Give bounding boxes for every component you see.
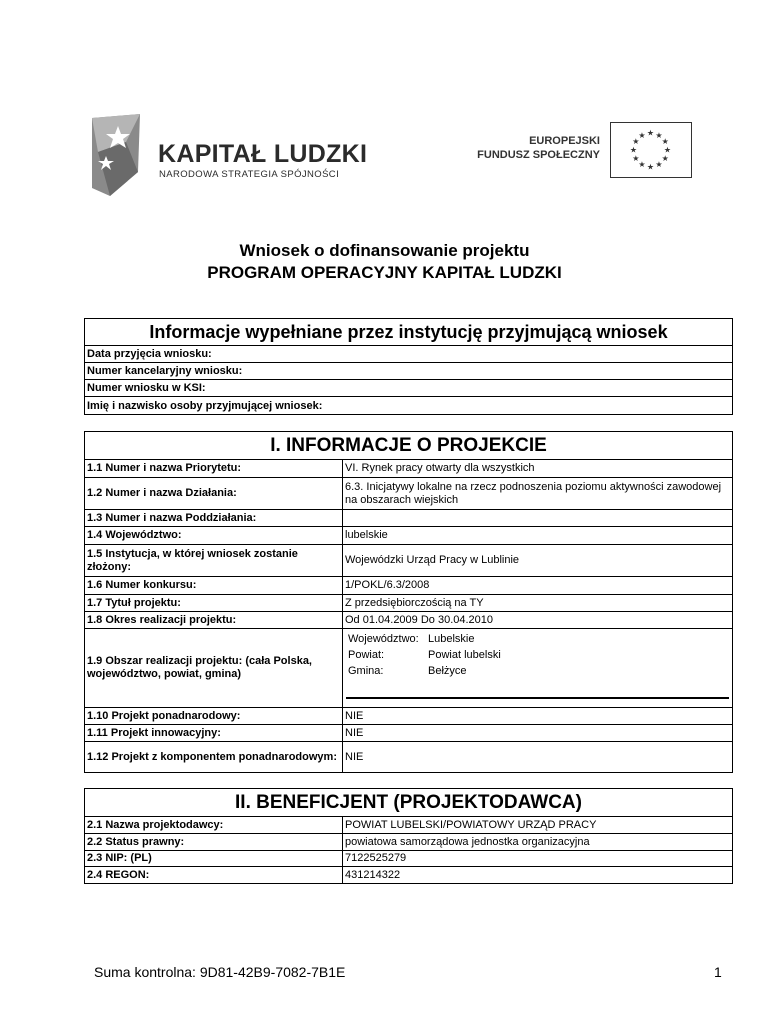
table-row [85, 510, 732, 527]
efs-text [477, 134, 600, 162]
table-row [85, 834, 732, 851]
institution-value: Wojewódzki Urząd Pracy w Lublinie [345, 554, 520, 566]
applicant-name-label: 2.1 Nazwa projektodawcy: [85, 817, 343, 833]
regon-value: 431214322 [345, 868, 401, 881]
ksi-number-label: Numer wniosku w KSI: [87, 382, 206, 394]
table-row [85, 527, 732, 545]
eu-star-icon: ★ [661, 154, 669, 163]
measure-label: 1.2 Numer i nazwa Działania: [85, 478, 343, 509]
eu-star-icon: ★ [638, 160, 646, 170]
eu-star-icon: ★ [629, 145, 638, 155]
table-row [85, 629, 732, 708]
priority-label: 1.1 Numer i nazwa Priorytetu: [85, 460, 343, 477]
regon-label: 2.4 REGON: [85, 867, 343, 883]
table-row [85, 478, 732, 510]
legal-status-label: 2.2 Status prawny: [85, 834, 343, 850]
eu-star-icon: ★ [638, 130, 646, 140]
table-row [85, 708, 732, 725]
table-row [85, 545, 732, 577]
innovative-label: 1.11 Projekt innowacyjny: [85, 725, 343, 741]
eu-star-icon: ★ [655, 130, 663, 140]
area-county-label: Powiat: [348, 649, 385, 661]
eu-star-icon: ★ [632, 154, 640, 163]
eu-star-icon: ★ [646, 162, 655, 172]
measure-value: 6.3. Inicjatywy lokalne na rzecz podnoszenia poziomu aktywności zawodowej na obszarach wiejskich [345, 480, 722, 506]
area-grid [346, 632, 729, 677]
eu-star-icon: ★ [661, 137, 669, 146]
submeasure-label: 1.3 Numer i nazwa Poddziałania: [85, 510, 343, 526]
project-title-label: 1.7 Tytuł projektu: [85, 595, 343, 611]
eu-star-icon: ★ [632, 137, 640, 146]
institution-label: 1.5 Instytucja, w której wniosek zostanie złożony: [85, 545, 343, 576]
area-county-value: Powiat lubelski [428, 649, 501, 661]
table-row [85, 363, 732, 380]
document-title-line1: Wniosek o dofinansowanie projektu [239, 241, 530, 260]
document-title-line2: PROGRAM OPERACYJNY KAPITAŁ LUDZKI [207, 263, 562, 282]
submeasure-value [343, 510, 732, 526]
transnational-component-value: NIE [345, 750, 364, 763]
period-label: 1.8 Okres realizacji projektu: [85, 612, 343, 628]
transnational-component-label: 1.12 Projekt z komponentem ponadnarodowym: [85, 742, 343, 772]
table-row [85, 742, 732, 772]
period-value: Od 01.04.2009 Do 30.04.2010 [345, 613, 494, 626]
area-commune-value: Bełżyce [428, 665, 467, 677]
efs-line2: FUNDUSZ SPOŁECZNY [477, 149, 600, 161]
applicant-name-value: POWIAT LUBELSKI/POWIATOWY URZĄD PRACY [345, 818, 597, 831]
beneficiary-table [84, 788, 733, 884]
kapital-ludzki-logo [88, 112, 368, 200]
checksum: Suma kontrolna: 9D81-42B9-7082-7B1E [94, 964, 346, 980]
institution-table [84, 318, 733, 415]
project-heading: I. INFORMACJE O PROJEKCIE [85, 432, 732, 460]
area-voivodeship-label: Województwo: [348, 633, 419, 645]
institution-heading: Informacje wypełniane przez instytucję przyjmującą wniosek [85, 319, 732, 346]
kapital-ludzki-title: KAPITAŁ LUDZKI [158, 140, 368, 168]
table-row [85, 397, 732, 414]
transnational-value: NIE [345, 709, 364, 722]
receiver-name-label: Imię i nazwisko osoby przyjmującej wniosek: [87, 399, 323, 412]
project-info-table [84, 431, 733, 773]
efs-logo [477, 122, 692, 178]
table-row [85, 380, 732, 397]
nip-value: 7122525279 [345, 852, 407, 864]
priority-value: VI. Rynek pracy otwarty dla wszystkich [345, 462, 535, 474]
page-number: 1 [714, 964, 722, 980]
eu-star-icon: ★ [663, 145, 672, 155]
eu-star-icon: ★ [655, 160, 663, 170]
nip-label: 2.3 NIP: (PL) [85, 851, 343, 866]
area-label: 1.9 Obszar realizacji projektu: (cała Polska, województwo, powiat, gmina) [85, 629, 343, 707]
legal-status-value: powiatowa samorządowa jednostka organizacyjna [345, 835, 590, 848]
table-row [85, 851, 732, 867]
area-commune-label: Gmina: [348, 665, 384, 677]
office-number-label: Numer kancelaryjny wniosku: [87, 365, 243, 377]
table-row [85, 725, 732, 742]
table-row [85, 460, 732, 478]
competition-value: 1/POKL/6.3/2008 [345, 579, 430, 591]
competition-label: 1.6 Numer konkursu: [85, 577, 343, 594]
eu-star-icon: ★ [646, 128, 655, 138]
voivodeship-label: 1.4 Województwo: [85, 527, 343, 544]
kapital-ludzki-star-icon [88, 112, 148, 198]
table-row [85, 612, 732, 629]
transnational-label: 1.10 Projekt ponadnarodowy: [85, 708, 343, 724]
efs-line1: EUROPEJSKI [529, 135, 600, 147]
table-row [85, 577, 732, 595]
kapital-ludzki-subtitle: NARODOWA STRATEGIA SPÓJNOŚCI [159, 169, 340, 180]
table-row [85, 817, 732, 834]
received-date-label: Data przyjęcia wniosku: [87, 348, 212, 360]
voivodeship-value: lubelskie [345, 529, 388, 541]
table-row [85, 346, 732, 363]
eu-flag-icon [610, 122, 692, 178]
area-voivodeship-value: Lubelskie [428, 633, 475, 645]
table-row [85, 595, 732, 612]
beneficiary-heading: II. BENEFICJENT (PROJEKTODAWCA) [85, 789, 732, 817]
table-row [85, 867, 732, 883]
document-title [0, 240, 769, 284]
area-divider [346, 697, 729, 699]
area-value [343, 629, 732, 707]
innovative-value: NIE [345, 726, 364, 739]
project-title-value: Z przedsiębiorczością na TY [345, 596, 484, 609]
